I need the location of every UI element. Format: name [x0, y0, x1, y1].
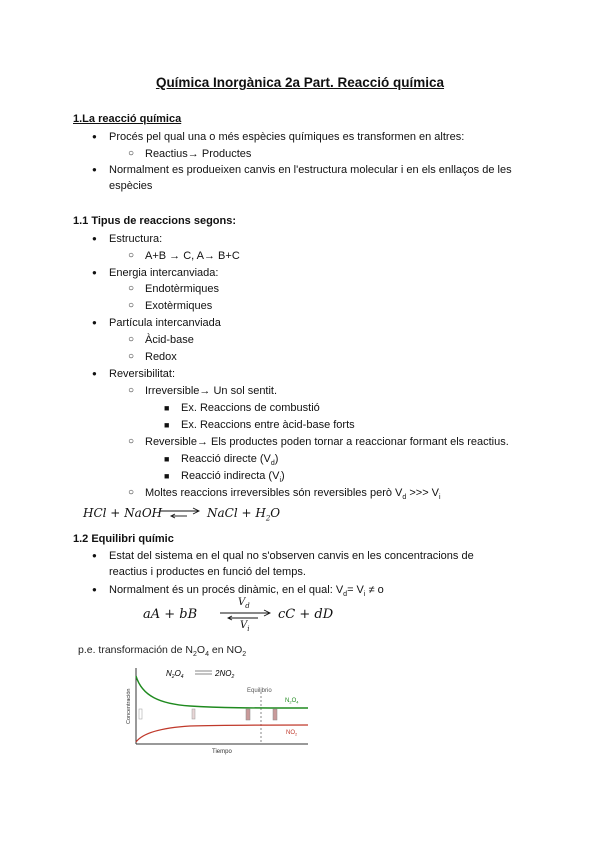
eq2-left: aA + bB [143, 607, 198, 622]
item-ex2: ■ Ex. Reaccions entre àcid-base forts [181, 417, 355, 433]
bullet-estat: ● Estat del sistema en el qual no s'observen canvis en les concentracions de reactius i productes en funció del temps. [109, 548, 509, 580]
eq1-left: HCl + NaOH [83, 506, 163, 520]
sub-redox: ○ Redox [145, 349, 177, 365]
page-title: Química Inorgànica 2a Part. Reacció química [155, 75, 445, 90]
sub-estructura-ex: ○ A+B → C, A→ B+C [145, 248, 240, 264]
eq1-right: NaCl + $H_2O$ [207, 506, 281, 523]
figure-eq-left: $N_2O_4$ [166, 669, 184, 680]
bullet-particula: ● Partícula intercanviada [109, 315, 221, 331]
flask-marker [139, 709, 142, 719]
no2-curve [136, 725, 308, 742]
bullet-proces: ● Procés pel qual una o més espècies químiques es transformen en altres: [109, 129, 464, 145]
eq2-vd: $V_d$ [238, 597, 250, 610]
eq1-arrows [157, 504, 203, 522]
item-ex1: ■ Ex. Reaccions de combustió [181, 400, 320, 416]
n2o4-label: $N_2O_4$ [285, 698, 299, 705]
n2o4-curve [136, 676, 308, 708]
eq2-right: cC + dD [278, 607, 334, 622]
bullet-energia: ● Energia intercanviada: [109, 265, 218, 281]
sub-revers: ○ Reversible→ Els productes poden tornar a reaccionar formant els reactius. [145, 434, 509, 450]
equilibrio-label: Equilibrio [247, 688, 272, 694]
figure-eq-right: $2NO_2$ [215, 669, 235, 680]
section-1-heading: 1.La reacció química [73, 113, 182, 125]
y-axis-label: Concentración [126, 688, 132, 724]
sub-endo: ○ Endotèrmiques [145, 281, 219, 297]
section-1-2-heading: 1.2 Equilibri químic [73, 533, 174, 545]
flask-marker [273, 709, 277, 720]
section-1-1-heading: 1.1 Tipus de reaccions segons: [73, 215, 237, 227]
no2-label: $NO_2$ [286, 730, 298, 737]
item-indirecta: ■ Reacció indirecta $(V_i)$ [181, 468, 285, 489]
sub-irrev: ○ Irreversible→ Un sol sentit. [145, 383, 277, 399]
bullet-normalment: ● Normalment es produeixen canvis en l'estructura molecular i en els enllaços de les espècies [109, 162, 529, 194]
sub-reactius: ○ Reactius→ Productes [145, 146, 251, 162]
bullet-rev: ● Reversibilitat: [109, 366, 175, 382]
eq2-vi: $V_i$ [240, 620, 250, 633]
bullet-estructura: ● Estructura: [109, 231, 162, 247]
x-axis-label: Tiempo [212, 749, 232, 755]
equilibrium-figure [120, 662, 315, 757]
flask-marker [246, 709, 250, 720]
figure-caption: p.e. transformación de $N_2O_4$ en $NO_2$ [78, 644, 247, 659]
sub-moltes: ○ Moltes reaccions irreversibles són reversibles però $V_d$ >>> $V_i$ [145, 485, 441, 506]
item-directe: ■ Reacció directe $(V_d)$ [181, 451, 278, 472]
sub-exo: ○ Exotèrmiques [145, 298, 212, 314]
bullet-dinamic: ● Normalment és un procés dinàmic, en el qual: $V_d= V_i \ne o$ [109, 582, 384, 603]
sub-acid: ○ Àcid-base [145, 332, 194, 348]
flask-marker [192, 709, 195, 719]
